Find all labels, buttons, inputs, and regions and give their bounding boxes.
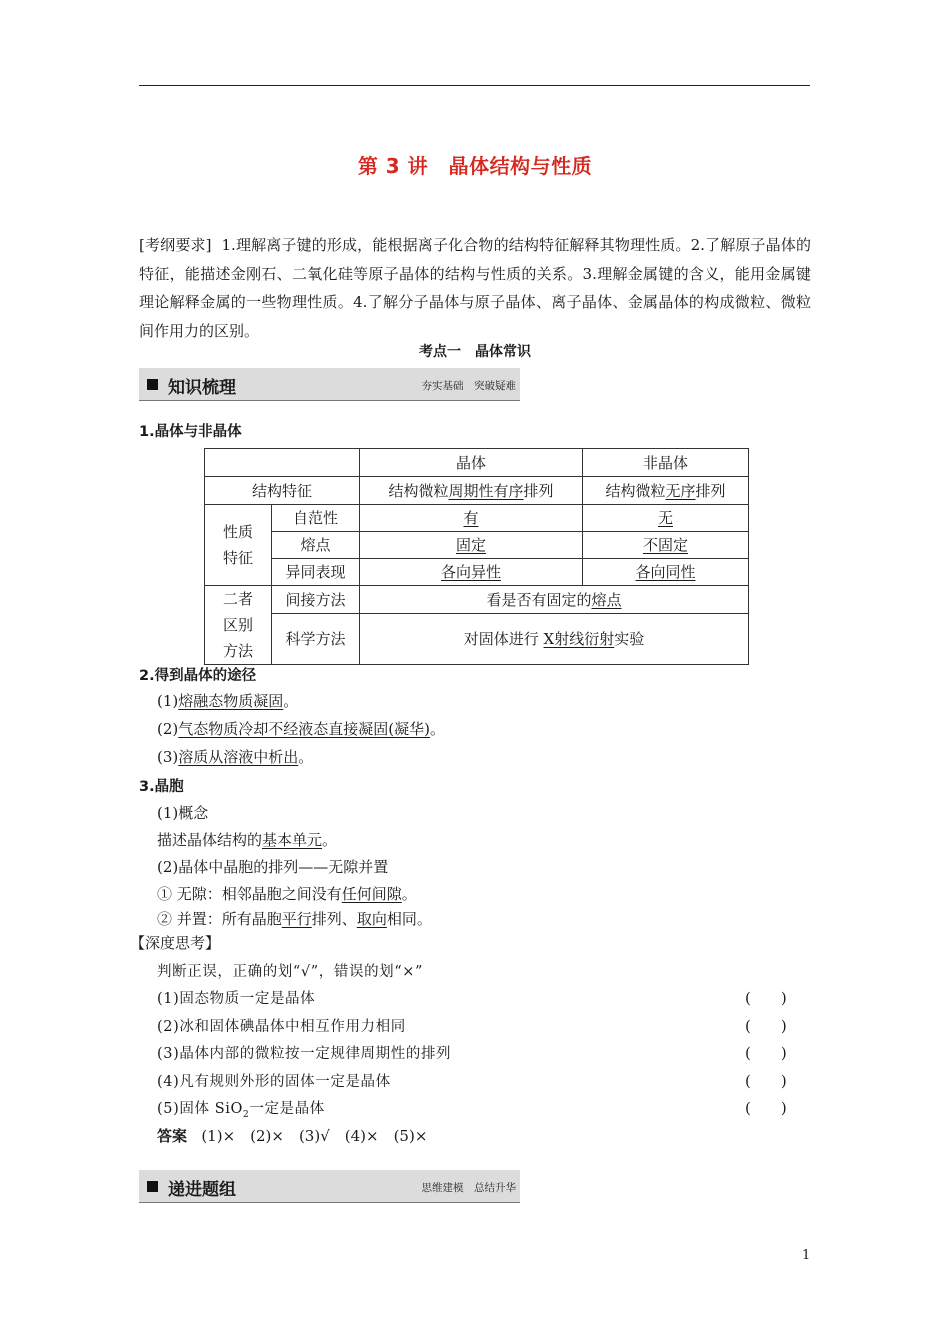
requirements-text: 1.理解离子键的形成，能根据离子化合物的结构特征解释其物理性质。2.了解原子晶体的特征，能描述金刚石、二氧化硅等原子晶体的结构与性质的关系。3.理解金属键的含义，能用金属键理论解释金属的一些物理性质。4.了解分子晶体与原子晶体、离子晶体、金属晶体的构成微粒、微粒间作用力的区别。 (139, 236, 811, 340)
unit-cell-arrangement: (2)晶体中晶胞的排列——无隙并置 (157, 858, 389, 876)
row-struct-label: 结构特征 (205, 477, 360, 505)
header-crystal: 晶体 (360, 449, 583, 477)
indirect-pre: 看是否有固定的 (486, 590, 592, 609)
method-group-cell (205, 586, 272, 665)
c2-pre: ② 并置：所有晶胞 (157, 910, 282, 928)
self-noncrystal-cell (583, 505, 749, 532)
self-non-answer: 无 (657, 509, 673, 527)
self-crystal-cell (360, 505, 583, 532)
banner-subtitle: 夯实基础 突破疑难 (421, 380, 516, 392)
question-1: (1)固态物质一定是晶体 (157, 991, 316, 1007)
melt-non-answer: 不固定 (642, 536, 688, 554)
route-1-answer: 熔融态物质凝固 (178, 692, 284, 710)
route-3-end: 。 (298, 748, 314, 766)
struct-non-answer: 无序 (665, 481, 696, 500)
c1-answer: 任何间隙 (341, 885, 402, 903)
method-group-line2: 区别 (222, 616, 253, 634)
route-1-num: (1) (157, 692, 179, 710)
q5-subscript: 2 (243, 1109, 250, 1120)
question-3: (3)晶体内部的微粒按一定规律周期性的排列 (157, 1046, 452, 1062)
answer-label: 答案 (157, 1127, 188, 1145)
unit-cell-parallel (157, 908, 432, 929)
struct-crystal-pre: 结构微粒 (388, 481, 449, 500)
prop-group-cell (205, 505, 272, 586)
c1-post: 。 (401, 885, 417, 903)
science-cell (360, 614, 749, 665)
banner-title: 递进题组 (168, 1180, 236, 1200)
c2-post: 相同。 (386, 910, 432, 928)
indirect-cell (360, 586, 749, 614)
science-post: 实验 (614, 630, 645, 649)
answer-blank-4: ( ) (745, 1072, 787, 1090)
route-2-num: (2) (157, 720, 179, 738)
aniso-noncrystal-cell (583, 559, 749, 586)
deep-thinking-label: 【深度思考】 (130, 934, 221, 952)
square-bullet-icon (147, 379, 158, 390)
banner-subtitle: 思维建模 总结升华 (421, 1182, 516, 1194)
route-1-end: 。 (283, 692, 299, 710)
route-item-2 (157, 718, 445, 739)
struct-non-pre: 结构微粒 (605, 481, 666, 500)
row-self-label: 自范性 (272, 505, 360, 532)
banner-knowledge (139, 368, 520, 401)
melt-crystal-answer: 固定 (455, 536, 486, 554)
route-item-1 (157, 690, 298, 711)
requirements-paragraph (139, 231, 811, 345)
row-indirect-label: 间接方法 (272, 586, 360, 614)
method-group-line1: 二者 (222, 590, 253, 608)
c1-pre: ① 无隙：相邻晶胞之间没有 (157, 885, 342, 903)
struct-crystal-cell (360, 477, 583, 505)
table-corner-cell (205, 449, 360, 477)
answer-blank-5: ( ) (745, 1099, 787, 1117)
aniso-crystal-answer: 各向异性 (440, 563, 501, 581)
question-2: (2)冰和固体碘晶体中相互作用力相同 (157, 1019, 406, 1035)
desc-pre: 描述晶体结构的 (157, 831, 263, 849)
question-5 (157, 1097, 325, 1120)
row-aniso-label: 异同表现 (272, 559, 360, 586)
question-4: (4)凡有规则外形的固体一定是晶体 (157, 1074, 391, 1090)
route-2-answer: 气态物质冷却不经液态直接凝固(凝华) (178, 720, 430, 738)
deep-prompt: 判断正误，正确的划“√”，错误的划“×” (157, 964, 424, 980)
answer-text: (1)× (2)× (3)√ (4)× (5)× (201, 1127, 428, 1145)
q5-post: 一定是晶体 (249, 1101, 325, 1117)
heading-crystal-routes: 2.得到晶体的途径 (139, 668, 257, 684)
banner-title: 知识梳理 (168, 378, 236, 398)
struct-noncrystal-cell (583, 477, 749, 505)
heading-crystal-vs-noncrystal: 1.晶体与非晶体 (139, 424, 242, 440)
prop-group-line1: 性质 (222, 523, 253, 541)
unit-cell-concept: (1)概念 (157, 804, 209, 822)
page-number: 1 (802, 1248, 811, 1263)
science-answer: X射线衍射 (543, 630, 615, 649)
route-2-end: 。 (429, 720, 445, 738)
science-pre: 对固体进行 (463, 630, 544, 649)
route-item-3 (157, 746, 313, 767)
route-3-num: (3) (157, 748, 179, 766)
aniso-crystal-cell (360, 559, 583, 586)
heading-unit-cell: 3.晶胞 (139, 779, 184, 795)
requirements-label: [考纲要求] (139, 236, 212, 254)
prop-group-line2: 特征 (222, 549, 253, 567)
q5-pre: (5)固体 SiO (157, 1101, 244, 1117)
aniso-non-answer: 各向同性 (635, 563, 696, 581)
struct-crystal-post: 排列 (523, 481, 554, 500)
indirect-answer: 熔点 (591, 590, 622, 609)
page-title: 第 3 讲 晶体结构与性质 (357, 154, 593, 178)
c2-answer-2: 取向 (356, 910, 387, 928)
method-group-line3: 方法 (222, 642, 253, 660)
comparison-table (204, 448, 749, 665)
header-rule (139, 85, 810, 86)
section-kaodian-title: 考点一 晶体常识 (419, 344, 531, 360)
c2-answer-1: 平行 (281, 910, 312, 928)
answer-line (157, 1125, 427, 1146)
answer-blank-2: ( ) (745, 1017, 787, 1035)
route-3-answer: 溶质从溶液中析出 (178, 748, 299, 766)
desc-answer: 基本单元 (262, 831, 323, 849)
answer-blank-1: ( ) (745, 989, 787, 1007)
row-science-label: 科学方法 (272, 614, 360, 665)
header-noncrystal: 非晶体 (583, 449, 749, 477)
c2-mid: 排列、 (311, 910, 357, 928)
row-melt-label: 熔点 (272, 532, 360, 559)
struct-non-post: 排列 (695, 481, 726, 500)
answer-blank-3: ( ) (745, 1044, 787, 1062)
struct-crystal-answer: 周期性有序 (448, 481, 524, 500)
melt-crystal-cell (360, 532, 583, 559)
unit-cell-no-gap (157, 883, 417, 904)
self-crystal-answer: 有 (463, 509, 479, 527)
banner-progressive (139, 1170, 520, 1203)
melt-noncrystal-cell (583, 532, 749, 559)
unit-cell-desc (157, 829, 337, 850)
desc-post: 。 (322, 831, 338, 849)
square-bullet-icon (147, 1181, 158, 1192)
